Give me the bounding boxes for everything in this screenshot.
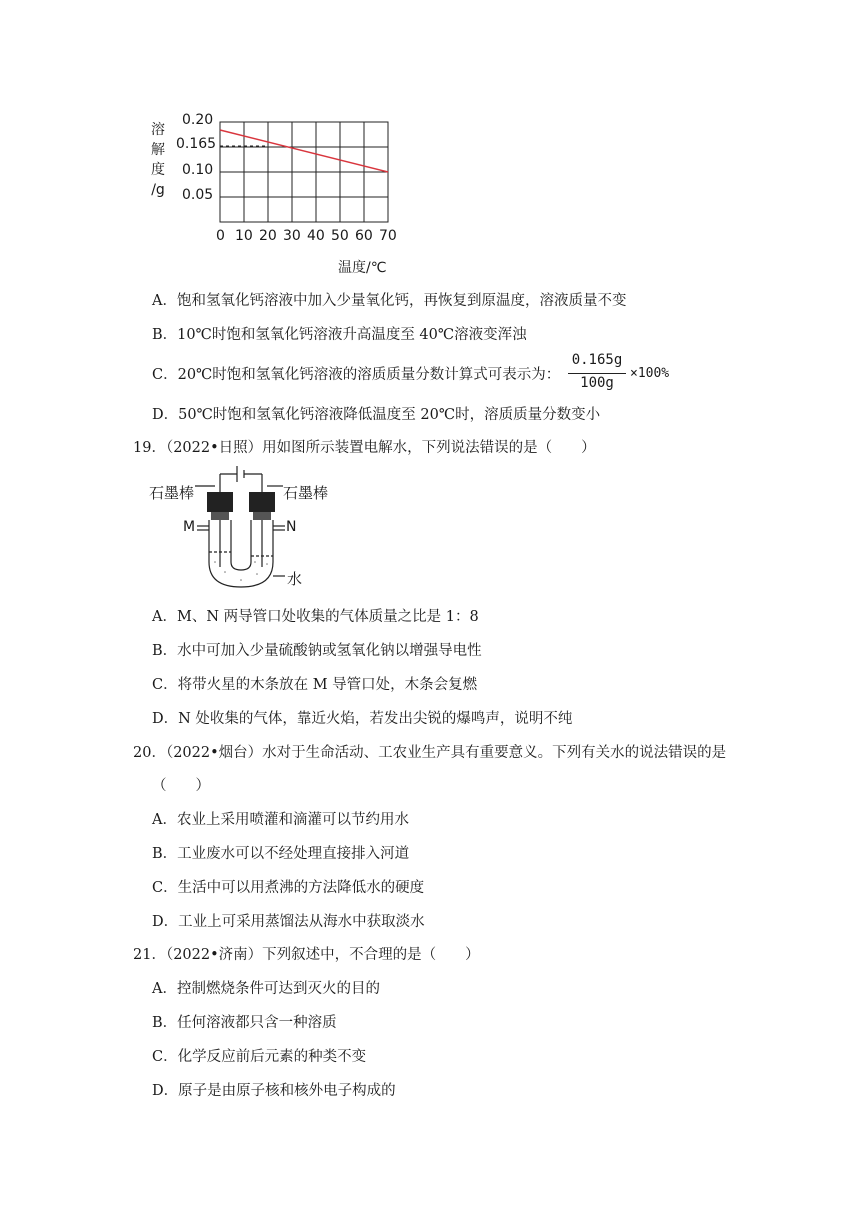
ylabel-char: 解 xyxy=(151,142,165,158)
solubility-chart xyxy=(140,110,410,280)
label-n: N xyxy=(286,519,297,535)
x-tick-label: 40 xyxy=(307,228,325,244)
x-tick-label: 0 xyxy=(216,228,225,244)
ylabel-char: /g xyxy=(151,182,165,198)
q18-option-c-multiplier: ×100% xyxy=(630,366,670,381)
q20-option-a: A．农业上采用喷灌和滴灌可以节约用水 xyxy=(152,812,409,828)
collar-right xyxy=(253,512,271,520)
electrolysis-diagram xyxy=(145,462,345,592)
u-tube-inner xyxy=(231,520,251,570)
y-tick-label: 0.20 xyxy=(182,112,214,128)
q20-option-d: D．工业上可采用蒸馏法从海水中获取淡水 xyxy=(152,914,425,930)
q21-option-a: A．控制燃烧条件可达到灭火的目的 xyxy=(152,981,380,997)
q18-option-c-fraction xyxy=(566,352,636,396)
q18-option-d: D．50℃时饱和氢氧化钙溶液降低温度至 20℃时，溶质质量分数变小 xyxy=(152,407,601,423)
label-graphite-left: 石墨棒 xyxy=(149,484,195,502)
q19-option-a: A．M、N 两导管口处收集的气体质量之比是 1：8 xyxy=(152,609,479,625)
label-graphite-right: 石墨棒 xyxy=(283,484,329,502)
q21-option-c: C．化学反应前后元素的种类不变 xyxy=(152,1049,367,1065)
x-tick-label: 60 xyxy=(355,228,373,244)
ylabel-char: 度 xyxy=(151,162,165,178)
q21-option-d: D．原子是由原子核和核外电子构成的 xyxy=(152,1083,396,1099)
y-tick-label: 0.165 xyxy=(176,136,217,152)
q20-option-b: B．工业废水可以不经处理直接排入河道 xyxy=(152,846,410,862)
collar-left xyxy=(211,512,229,520)
label-m: M xyxy=(183,519,196,535)
water-dot xyxy=(266,563,268,565)
fraction-numerator: 0.165g xyxy=(571,352,623,368)
q20-stem: 20．（2022•烟台）水对于生命活动、工农业生产具有重要意义。下列有关水的说法错误的是 xyxy=(133,745,727,761)
stopper-right xyxy=(249,492,275,512)
u-tube-outer xyxy=(209,520,273,587)
q21-stem: 21．（2022•济南）下列叙述中，不合理的是（ ） xyxy=(133,947,480,963)
q19-option-b: B．水中可加入少量硫酸钠或氢氧化钠以增强导电性 xyxy=(152,643,482,659)
q20-option-c: C．生活中可以用煮沸的方法降低水的硬度 xyxy=(152,880,425,896)
y-tick-label: 0.10 xyxy=(182,162,214,178)
water-dot xyxy=(214,561,216,563)
fraction-denominator: 100g xyxy=(580,375,614,391)
water-dot xyxy=(224,571,226,573)
x-tick-label: 70 xyxy=(379,228,397,244)
label-water: 水 xyxy=(287,570,303,588)
chart-xlabel: 温度/℃ xyxy=(338,260,387,276)
q18-option-a: A．饱和氢氧化钙溶液中加入少量氧化钙，再恢复到原温度，溶液质量不变 xyxy=(152,293,627,309)
y-tick-label: 0.05 xyxy=(182,187,214,203)
q18-option-c: C．20℃时饱和氢氧化钙溶液的溶质质量分数计算式可表示为： xyxy=(152,367,561,383)
fraction-bar xyxy=(568,373,626,374)
q19-option-c: C．将带火星的木条放在 M 导管口处，木条会复燃 xyxy=(152,677,478,693)
water-dot xyxy=(254,561,256,563)
x-tick-label: 10 xyxy=(235,228,253,244)
q19-option-d: D．N 处收集的气体，靠近火焰，若发出尖锐的爆鸣声，说明不纯 xyxy=(152,711,573,727)
ylabel-char: 溶 xyxy=(151,122,165,138)
q19-stem: 19．（2022•日照）用如图所示装置电解水，下列说法错误的是（ ） xyxy=(133,440,596,456)
solubility-curve xyxy=(220,130,388,172)
water-dot xyxy=(240,579,242,581)
q18-option-b: B．10℃时饱和氢氧化钙溶液升高温度至 40℃溶液变浑浊 xyxy=(152,327,527,343)
x-tick-label: 20 xyxy=(259,228,277,244)
q21-option-b: B．任何溶液都只含一种溶质 xyxy=(152,1015,337,1031)
x-tick-label: 30 xyxy=(283,228,301,244)
stopper-left xyxy=(207,492,233,512)
q20-stem-continued: （ ） xyxy=(152,778,210,794)
water-dot xyxy=(256,573,258,575)
x-tick-label: 50 xyxy=(331,228,349,244)
